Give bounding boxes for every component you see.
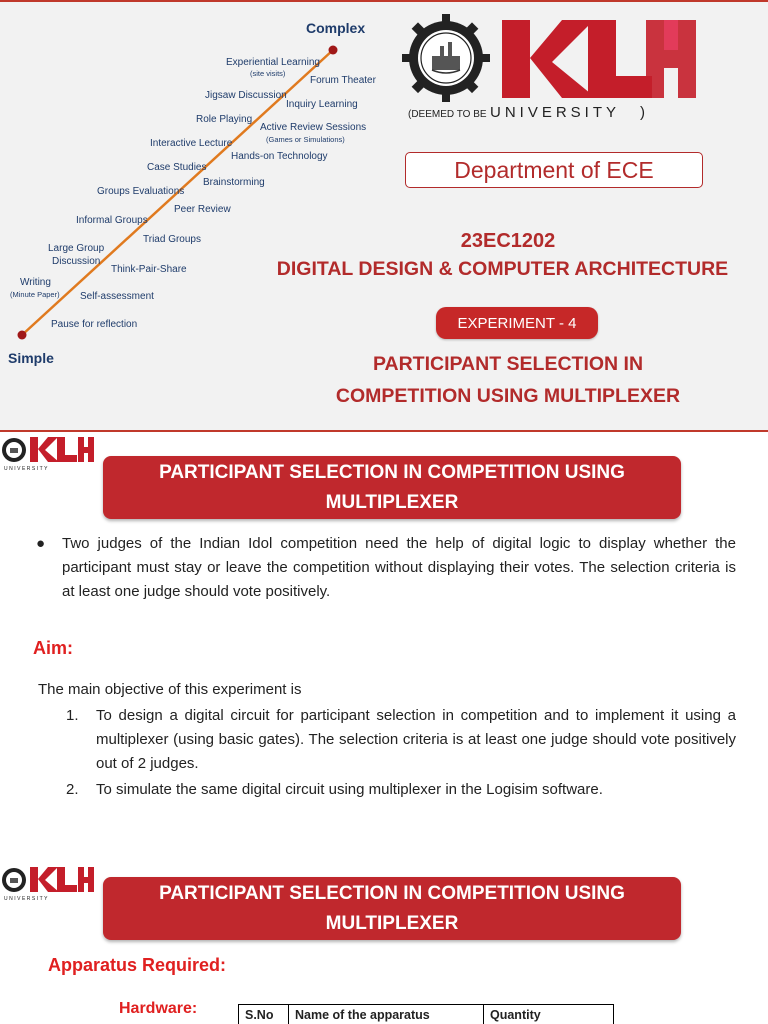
ladder-bottom-label: Simple [8,350,54,366]
list-item-text: To design a digital circuit for participant selection in competition and to implement it using a multiplexer (using basic gates). The selection criteria is at least one judge should vote positively out of 2 judges. [96,707,736,772]
ladder-item-label: Triad Groups [143,234,201,245]
objective-list [66,704,736,804]
logo-tagline-university: UNIVERSITY [490,104,621,121]
hardware-label: Hardware: [119,1000,198,1017]
ladder-bottom-dot [18,331,27,340]
list-item-number: 2. [66,781,79,798]
ladder-item-label: Interactive Lecture [150,138,233,149]
ladder-item-label: Informal Groups [76,215,148,226]
table-header-cell: S.No [239,1005,289,1024]
klh-small-logo [0,432,100,472]
ladder-item-label: Jigsaw Discussion [205,90,287,101]
klh-wordmark [502,20,696,98]
ladder-item-label: Groups Evaluations [97,186,185,197]
banner-line: PARTICIPANT SELECTION IN COMPETITION USING [159,882,625,904]
experiment-title-line: COMPETITION USING MULTIPLEXER [335,385,681,407]
title-slide [0,0,768,432]
problem-statement-text: Two judges of the Indian Idol competition need the help of digital logic to display whether the participant must stay or leave the competition without displaying their votes. The selection criteria is at least one judge should vote positively. [62,535,736,600]
bullet-icon: ● [36,535,46,552]
gear-emblem-icon [2,438,26,462]
aim-heading: Aim: [33,638,73,658]
ladder-item-label: Large Group [48,243,105,254]
department-box: Department of ECE [405,152,703,188]
ladder-item-sublabel: (Minute Paper) [10,290,60,299]
apparatus-table [238,1004,614,1024]
banner-line: MULTIPLEXER [325,491,459,513]
experiment-title-line: PARTICIPANT SELECTION IN [372,353,644,375]
bottom-divider [0,430,768,432]
experiment-title [268,348,748,412]
list-item [66,704,736,776]
ladder-item-label: Brainstorming [203,177,265,188]
table-header-cell: Quantity [484,1005,614,1024]
slide3-title-banner [103,877,681,940]
ladder-item-label: Inquiry Learning [286,99,358,110]
course-title: DIGITAL DESIGN & COMPUTER ARCHITECTURE [276,258,729,280]
logo-tagline-close: ) [640,104,645,121]
ladder-item-label: Case Studies [147,162,207,173]
table-header-cell: Name of the apparatus [289,1005,484,1024]
list-item-number: 1. [66,707,79,724]
list-item [66,778,736,802]
ladder-top-label: Complex [306,20,366,36]
gear-emblem-icon [402,14,490,102]
klh-small-logo [0,862,100,902]
ladder-item-label: Writing [20,277,51,288]
ladder-item-sublabel: (Games or Simulations) [266,135,345,144]
apparatus-heading: Apparatus Required: [48,955,227,975]
objective-intro: The main objective of this experiment is [38,681,302,698]
gear-emblem-icon [2,868,26,892]
table-header-row [239,1005,614,1024]
klh-university-logo [402,10,702,125]
experiment-badge: EXPERIMENT - 4 [436,307,598,339]
banner-line: MULTIPLEXER [325,912,459,934]
ladder-item-label: Self-assessment [80,291,154,302]
ladder-item-label: Think-Pair-Share [111,264,187,275]
ladder-item-label: Forum Theater [310,75,376,86]
list-item-text: To simulate the same digital circuit using multiplexer in the Logisim software. [96,781,603,798]
ladder-item-label: Experiential Learning [226,57,320,68]
problem-statement [36,532,736,604]
slide2-title-banner [103,456,681,519]
ladder-item-label: Peer Review [174,204,231,215]
ladder-item-label: Pause for reflection [51,319,138,330]
logo-tagline-university: UNIVERSITY [4,896,50,902]
ladder-item-sublabel: (site visits) [250,69,286,78]
ladder-item-label: Hands-on Technology [231,151,328,162]
course-code: 23EC1202 [460,230,556,252]
ladder-item-label: Discussion [52,256,101,267]
logo-tagline-university: UNIVERSITY [4,466,50,472]
ladder-item-label: Role Playing [196,114,253,125]
logo-tagline-small: (DEEMED TO BE [408,109,487,120]
ladder-item-label: Active Review Sessions [260,122,367,133]
banner-line: PARTICIPANT SELECTION IN COMPETITION USING [159,461,625,483]
ladder-top-dot [329,46,338,55]
